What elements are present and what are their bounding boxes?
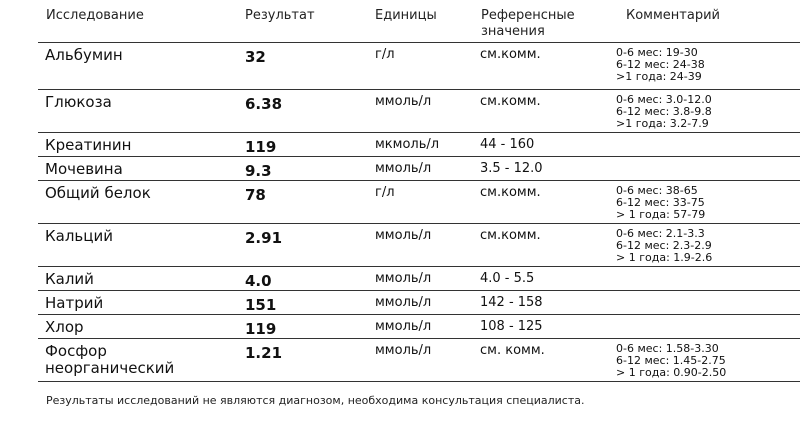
test-result: 32 [245, 48, 266, 66]
table-row [38, 224, 800, 267]
test-result: 1.21 [245, 344, 283, 362]
comment-line: 0-6 мес: 38-65 [616, 184, 698, 197]
table-row [38, 315, 800, 339]
test-reference: см. комм. [480, 343, 545, 358]
table-row [38, 133, 800, 157]
test-result: 119 [245, 138, 277, 156]
test-reference: см.комм. [480, 185, 541, 200]
test-name: Общий белок [45, 184, 151, 202]
comment-line: 6-12 мес: 3.8-9.8 [616, 105, 712, 118]
test-reference: см.комм. [480, 94, 541, 109]
test-name-line: Фосфор [45, 342, 107, 360]
test-reference: см.комм. [480, 47, 541, 62]
test-result: 2.91 [245, 229, 283, 247]
table-header [0, 0, 800, 42]
test-reference: 44 - 160 [480, 137, 535, 152]
test-reference: 4.0 - 5.5 [480, 271, 535, 286]
test-name: Хлор [45, 318, 84, 336]
test-units: ммоль/л [375, 94, 432, 109]
comment-line: 6-12 мес: 24-38 [616, 58, 705, 71]
test-units: ммоль/л [375, 295, 432, 310]
test-result: 119 [245, 320, 277, 338]
comment-line: 0-6 мес: 1.58-3.30 [616, 342, 719, 355]
comment-line: 6-12 мес: 33-75 [616, 196, 705, 209]
test-comment [616, 47, 705, 83]
table-row [38, 291, 800, 315]
test-units: ммоль/л [375, 228, 432, 243]
header-units: Единицы [375, 8, 437, 23]
test-reference: 142 - 158 [480, 295, 543, 310]
results-table [38, 42, 800, 382]
table-row [38, 90, 800, 133]
test-units: ммоль/л [375, 271, 432, 286]
test-result: 151 [245, 296, 277, 314]
test-reference: см.комм. [480, 228, 541, 243]
table-row [38, 339, 800, 382]
test-result: 6.38 [245, 95, 283, 113]
header-test: Исследование [46, 8, 144, 23]
header-comment: Комментарий [626, 8, 720, 23]
test-units: ммоль/л [375, 319, 432, 334]
test-result: 78 [245, 186, 266, 204]
test-result: 9.3 [245, 162, 272, 180]
test-comment [616, 94, 712, 130]
test-name: Мочевина [45, 160, 123, 178]
comment-line: >1 года: 24-39 [616, 70, 702, 83]
test-units: г/л [375, 185, 395, 200]
test-reference: 108 - 125 [480, 319, 543, 334]
disclaimer: Результаты исследований не являются диагнозом, необходима консультация специалиста. [46, 394, 585, 407]
test-result: 4.0 [245, 272, 272, 290]
comment-line: 0-6 мес: 19-30 [616, 46, 698, 59]
test-name: Альбумин [45, 46, 123, 64]
test-reference: 3.5 - 12.0 [480, 161, 543, 176]
header-result: Результат [245, 8, 315, 23]
test-comment [616, 228, 712, 264]
table-row [38, 181, 800, 224]
comment-line: 6-12 мес: 2.3-2.9 [616, 239, 712, 252]
header-reference: Референсные значения [481, 8, 575, 39]
test-comment [616, 343, 726, 379]
table-row [38, 157, 800, 181]
comment-line: > 1 года: 1.9-2.6 [616, 251, 713, 264]
comment-line: 6-12 мес: 1.45-2.75 [616, 354, 726, 367]
test-units: ммоль/л [375, 161, 432, 176]
test-name: Кальций [45, 227, 113, 245]
test-name: Креатинин [45, 136, 132, 154]
table-row [38, 267, 800, 291]
test-name-line: неорганический [45, 359, 175, 377]
comment-line: 0-6 мес: 3.0-12.0 [616, 93, 712, 106]
test-name: Глюкоза [45, 93, 112, 111]
test-comment [616, 185, 705, 221]
comment-line: > 1 года: 57-79 [616, 208, 706, 221]
test-name [45, 343, 174, 377]
comment-line: >1 года: 3.2-7.9 [616, 117, 709, 130]
test-units: ммоль/л [375, 343, 432, 358]
table-row [38, 43, 800, 90]
test-units: мкмоль/л [375, 137, 440, 152]
comment-line: 0-6 мес: 2.1-3.3 [616, 227, 705, 240]
test-units: г/л [375, 47, 395, 62]
comment-line: > 1 года: 0.90-2.50 [616, 366, 727, 379]
test-name: Калий [45, 270, 94, 288]
test-name: Натрий [45, 294, 104, 312]
